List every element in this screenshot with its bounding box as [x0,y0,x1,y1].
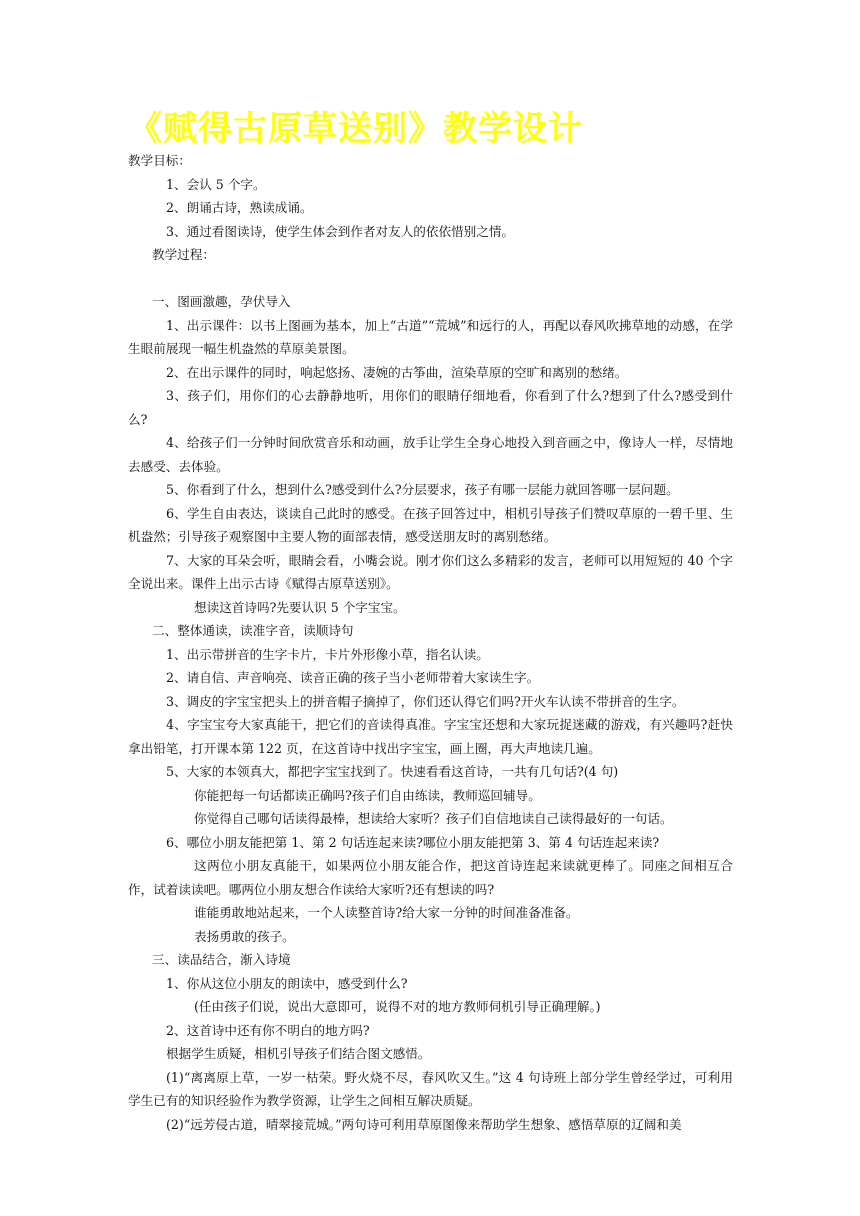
paragraph: 1、你从这位小朋友的朗读中，感受到什么? [166,975,408,991]
section-heading-1: 一、图画激趣，孕伏导入 [152,294,291,309]
paragraph: 2、这首诗中还有你不明白的地方吗? [166,1022,370,1038]
paragraph: 根据学生质疑，相机引导孩子们结合图文感悟。 [166,1046,431,1061]
section-heading-3: 三、读品结合，渐入诗境 [152,952,291,967]
paragraph: 1、会认 5 个字。 [166,176,266,192]
paragraph: 4、字宝宝夸大家真能干，把它们的音读得真准。字宝宝还想和大家玩捉迷藏的游戏，有兴趣吗?赶快拿出铅笔，打开课本第 122 页，在这首诗中找出字宝宝，画上圈，再大声地读几遍。 [128,717,733,756]
paragraph: 5、大家的本领真大，都把字宝宝找到了。快速看看这首诗，一共有几句话?(4 句) [166,764,619,779]
paragraph: 2、请自信、声音响亮、读音正确的孩子当小老师带着大家读生字。 [166,670,540,685]
paragraph: 1、出示带拼音的生字卡片，卡片外形像小草，指名认读。 [166,646,489,662]
paragraph: 1、出示课件：以书上图画为基本，加上“古道”“荒城”和远行的人，再配以春风吹拂草地的动感，在学生眼前展现一幅生机盎然的草原美景图。 [128,317,733,356]
paragraph: 2、朗诵古诗，熟读成诵。 [166,200,313,215]
paragraph: (2)“远芳侵古道，晴翠接荒城。”两句诗可利用草原图像来帮助学生想象、感悟草原的辽阔和美 [166,1116,682,1132]
section-heading-process: 教学过程： [152,247,215,262]
paragraph: 表扬勇敢的孩子。 [194,928,295,944]
paragraph: 4、给孩子们一分钟时间欣赏音乐和动画，放手让学生全身心地投入到音画之中，像诗人一样，尽情地去感受、去体验。 [128,435,733,474]
paragraph: 6、学生自由表达，谈读自己此时的感受。在孩子回答过中，相机引导孩子们赞叹草原的一碧千里、生机盎然；引导孩子观察图中主要人物的面部表情，感受送朋友时的离别愁绪。 [128,505,733,544]
paragraph: 3、通过看图读诗，使学生体会到作者对友人的依依惜别之情。 [166,223,515,239]
paragraph: 你能把每一句话都读正确吗?孩子们自由练读，教师巡回辅导。 [194,787,541,803]
section-heading-2: 二、整体通读，读准字音，读顺诗句 [152,623,354,638]
paragraph: 6、哪位小朋友能把第 1、第 2 句话连起来读?哪位小朋友能把第 3、第 4 句话连起来读? [166,834,660,850]
paragraph: 这两位小朋友真能干，如果两位小朋友能合作，把这首诗连起来读就更棒了。同座之间相互合作，试着读读吧。哪两位小朋友想合作读给大家听?还有想读的吗? [128,858,733,897]
document-body [128,149,733,1136]
paragraph: (1)“离离原上草，一岁一枯荣。野火烧不尽，春风吹又生。”这 4 句诗班上部分学生曾经学过，可利用学生已有的知识经验作为教学资源，让学生之间相互解决质疑。 [128,1069,733,1108]
paragraph: 7、大家的耳朵会听，眼睛会看，小嘴会说。刚才你们这么多精彩的发言，老师可以用短短的 40 个字全说出来。课件上出示古诗《赋得古原草送别》。 [128,552,733,591]
paragraph: (任由孩子们说，说出大意即可，说得不对的地方教师伺机引导正确理解。) [194,999,601,1014]
section-heading-objectives: 教学目标： [128,153,191,168]
paragraph: 想读这首诗吗?先要认识 5 个字宝宝。 [194,599,406,615]
paragraph: 5、你看到了什么，想到什么?感受到什么?分层要求，孩子有哪一层能力就回答哪一层问题。 [166,482,679,497]
paragraph: 3、孩子们，用你们的心去静静地听，用你们的眼睛仔细地看，你看到了什么?想到了什么?感受到什么? [128,388,733,427]
document-title: 《赋得古原草送别》教学设计 [128,109,583,149]
paragraph: 你觉得自己哪句话读得最棒，想读给大家听？孩子们自信地读自己读得最好的一句话。 [194,811,673,826]
paragraph: 3、调皮的字宝宝把头上的拼音帽子摘掉了，你们还认得它们吗?开火车认读不带拼音的生字。 [166,693,685,709]
paragraph: 谁能勇敢地站起来，一个人读整首诗?给大家一分钟的时间准备准备。 [194,905,579,920]
blank-line [128,267,733,291]
paragraph: 2、在出示课件的同时，响起悠扬、凄婉的古筝曲，渲染草原的空旷和离别的愁绪。 [166,364,628,380]
